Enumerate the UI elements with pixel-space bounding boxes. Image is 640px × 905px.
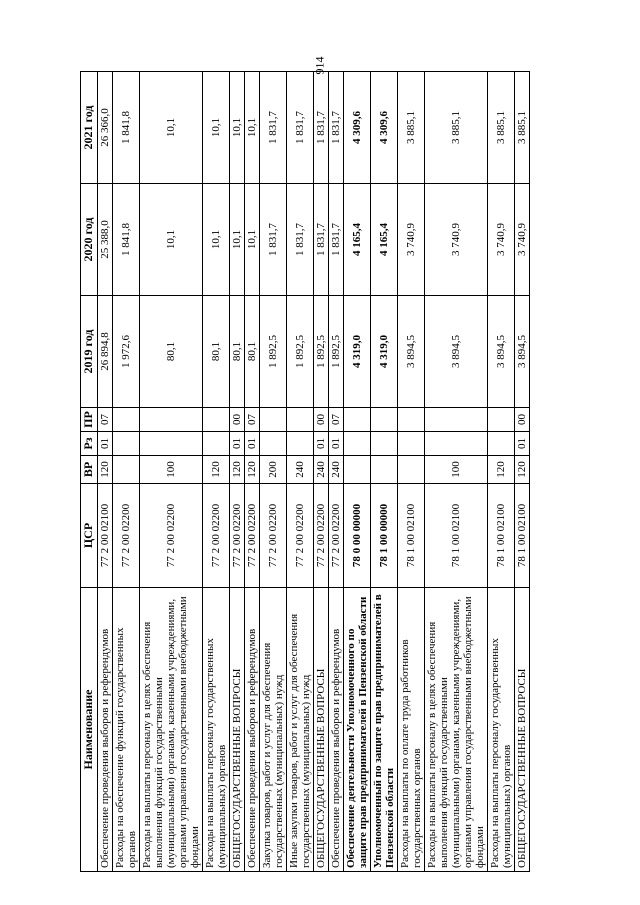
cell-2019: 3 894,5 bbox=[515, 296, 530, 408]
table-row bbox=[398, 72, 425, 872]
cell-rz bbox=[287, 432, 314, 456]
table-row bbox=[425, 72, 488, 872]
header-rz: Рз bbox=[81, 432, 98, 456]
cell-2021: 10,1 bbox=[203, 72, 230, 184]
cell-pr: 07 bbox=[98, 408, 113, 432]
cell-2019: 3 894,5 bbox=[425, 296, 488, 408]
cell-vr: 120 bbox=[98, 456, 113, 484]
cell-vr: 120 bbox=[245, 456, 260, 484]
cell-2019: 1 892,5 bbox=[314, 296, 329, 408]
cell-vr: 100 bbox=[140, 456, 203, 484]
cell-csr: 77 2 00 02200 bbox=[260, 484, 287, 588]
cell-csr: 77 2 00 02200 bbox=[203, 484, 230, 588]
cell-2019: 1 892,5 bbox=[287, 296, 314, 408]
cell-vr bbox=[398, 456, 425, 484]
cell-2020: 1 831,7 bbox=[260, 184, 287, 296]
table-row bbox=[260, 72, 287, 872]
cell-vr: 120 bbox=[515, 456, 530, 484]
cell-csr: 78 1 00 02100 bbox=[425, 484, 488, 588]
cell-csr: 78 1 00 02100 bbox=[398, 484, 425, 588]
cell-csr: 77 2 00 02200 bbox=[113, 484, 140, 588]
cell-pr bbox=[488, 408, 515, 432]
cell-rz bbox=[344, 432, 371, 456]
cell-2020: 10,1 bbox=[203, 184, 230, 296]
table-row bbox=[314, 72, 329, 872]
cell-pr bbox=[287, 408, 314, 432]
cell-pr: 00 bbox=[314, 408, 329, 432]
cell-2021: 3 885,1 bbox=[398, 72, 425, 184]
header-2019: 2019 год bbox=[81, 296, 98, 408]
cell-csr: 77 2 00 02100 bbox=[98, 484, 113, 588]
cell-pr bbox=[140, 408, 203, 432]
cell-2019: 3 894,5 bbox=[398, 296, 425, 408]
cell-2020: 3 740,9 bbox=[398, 184, 425, 296]
cell-2021: 1 831,7 bbox=[314, 72, 329, 184]
cell-vr: 120 bbox=[488, 456, 515, 484]
cell-vr: 240 bbox=[287, 456, 314, 484]
header-2021: 2021 год bbox=[81, 72, 98, 184]
cell-2021: 3 885,1 bbox=[488, 72, 515, 184]
cell-rz bbox=[203, 432, 230, 456]
table-header-row bbox=[81, 72, 98, 872]
cell-rz: 01 bbox=[329, 432, 344, 456]
cell-csr: 77 2 00 02200 bbox=[245, 484, 260, 588]
cell-csr: 77 2 00 02200 bbox=[140, 484, 203, 588]
cell-vr: 120 bbox=[203, 456, 230, 484]
table-row bbox=[488, 72, 515, 872]
cell-pr bbox=[344, 408, 371, 432]
cell-2019: 80,1 bbox=[230, 296, 245, 408]
cell-2020: 10,1 bbox=[230, 184, 245, 296]
cell-csr: 77 2 00 02200 bbox=[230, 484, 245, 588]
cell-vr: 100 bbox=[425, 456, 488, 484]
cell-2021: 1 831,7 bbox=[329, 72, 344, 184]
cell-2021: 3 885,1 bbox=[425, 72, 488, 184]
cell-vr bbox=[344, 456, 371, 484]
cell-2020: 10,1 bbox=[245, 184, 260, 296]
cell-rz: 01 bbox=[515, 432, 530, 456]
cell-rz bbox=[113, 432, 140, 456]
cell-rz: 01 bbox=[98, 432, 113, 456]
cell-2019: 1 972,6 bbox=[113, 296, 140, 408]
rotated-table-wrapper bbox=[80, 72, 556, 872]
table-row bbox=[245, 72, 260, 872]
cell-2021: 10,1 bbox=[245, 72, 260, 184]
cell-2019: 3 894,5 bbox=[488, 296, 515, 408]
cell-rz: 01 bbox=[230, 432, 245, 456]
cell-2021: 26 366,0 bbox=[98, 72, 113, 184]
cell-2019: 4 319,0 bbox=[344, 296, 371, 408]
page-number-text: 914 bbox=[312, 56, 327, 74]
cell-name: Расходы на обеспечение функций государственных органов bbox=[113, 588, 140, 872]
cell-vr: 200 bbox=[260, 456, 287, 484]
cell-pr: 07 bbox=[245, 408, 260, 432]
cell-name: Расходы на выплаты персоналу в целях обеспечения выполнения функций государственными (муниципальными) органами, казенными учреждениями, органами управления государственными внебюджетными фондами bbox=[425, 588, 488, 872]
cell-csr: 78 1 00 02100 bbox=[515, 484, 530, 588]
table-row bbox=[287, 72, 314, 872]
header-name: Наименование bbox=[81, 588, 98, 872]
cell-2020: 1 831,7 bbox=[329, 184, 344, 296]
table-row bbox=[329, 72, 344, 872]
cell-pr bbox=[260, 408, 287, 432]
header-vr: ВР bbox=[81, 456, 98, 484]
cell-2020: 1 841,8 bbox=[113, 184, 140, 296]
table-row bbox=[371, 72, 398, 872]
cell-2019: 1 892,5 bbox=[260, 296, 287, 408]
cell-2020: 25 388,0 bbox=[98, 184, 113, 296]
cell-2020: 3 740,9 bbox=[425, 184, 488, 296]
cell-vr: 240 bbox=[314, 456, 329, 484]
cell-name: Расходы на выплаты персоналу в целях обеспечения выполнения функций государственными (муниципальными) органами, казенными учреждениями, органами управления государственными внебюджетными фондами bbox=[140, 588, 203, 872]
cell-pr bbox=[425, 408, 488, 432]
cell-vr: 120 bbox=[230, 456, 245, 484]
cell-2021: 10,1 bbox=[230, 72, 245, 184]
cell-name: Обеспечение проведения выборов и референдумов bbox=[98, 588, 113, 872]
table-row bbox=[203, 72, 230, 872]
cell-rz bbox=[371, 432, 398, 456]
table-row bbox=[515, 72, 530, 872]
cell-name: Расходы на выплаты персоналу государственных (муниципальных) органов bbox=[203, 588, 230, 872]
cell-2020: 4 165,4 bbox=[371, 184, 398, 296]
cell-vr bbox=[371, 456, 398, 484]
cell-2019: 80,1 bbox=[245, 296, 260, 408]
table-row bbox=[140, 72, 203, 872]
cell-2021: 1 831,7 bbox=[287, 72, 314, 184]
cell-name: Уполномоченный по защите прав предпринимателей в Пензенской области bbox=[371, 588, 398, 872]
header-pr: ПР bbox=[81, 408, 98, 432]
cell-csr: 78 1 00 00000 bbox=[371, 484, 398, 588]
cell-name: Расходы на выплаты персоналу государственных (муниципальных) органов bbox=[488, 588, 515, 872]
cell-2019: 26 894,8 bbox=[98, 296, 113, 408]
cell-pr bbox=[113, 408, 140, 432]
cell-2021: 4 309,6 bbox=[344, 72, 371, 184]
cell-pr: 00 bbox=[230, 408, 245, 432]
table-row bbox=[230, 72, 245, 872]
cell-name: Обеспечение деятельности Уполномоченного по защите прав предпринимателей в Пензенской области bbox=[344, 588, 371, 872]
cell-name: Обеспечение проведения выборов и референдумов bbox=[245, 588, 260, 872]
cell-2020: 4 165,4 bbox=[344, 184, 371, 296]
cell-2020: 1 831,7 bbox=[287, 184, 314, 296]
cell-2021: 1 841,8 bbox=[113, 72, 140, 184]
cell-rz bbox=[260, 432, 287, 456]
cell-csr: 78 0 00 00000 bbox=[344, 484, 371, 588]
cell-rz bbox=[398, 432, 425, 456]
cell-2019: 80,1 bbox=[140, 296, 203, 408]
table-row bbox=[98, 72, 113, 872]
cell-pr bbox=[398, 408, 425, 432]
cell-csr: 77 2 00 02200 bbox=[287, 484, 314, 588]
cell-vr bbox=[113, 456, 140, 484]
cell-2020: 10,1 bbox=[140, 184, 203, 296]
cell-name: Обеспечение проведения выборов и референдумов bbox=[329, 588, 344, 872]
cell-csr: 77 2 00 02200 bbox=[314, 484, 329, 588]
cell-2020: 1 831,7 bbox=[314, 184, 329, 296]
budget-table bbox=[80, 71, 530, 872]
cell-name: ОБЩЕГОСУДАРСТВЕННЫЕ ВОПРОСЫ bbox=[230, 588, 245, 872]
table-row bbox=[344, 72, 371, 872]
cell-rz: 01 bbox=[245, 432, 260, 456]
cell-2019: 1 892,5 bbox=[329, 296, 344, 408]
header-csr: ЦСР bbox=[81, 484, 98, 588]
cell-csr: 77 2 00 02200 bbox=[329, 484, 344, 588]
cell-2019: 4 319,0 bbox=[371, 296, 398, 408]
cell-pr bbox=[203, 408, 230, 432]
cell-pr: 00 bbox=[515, 408, 530, 432]
cell-name: ОБЩЕГОСУДАРСТВЕННЫЕ ВОПРОСЫ bbox=[314, 588, 329, 872]
table-body bbox=[98, 72, 530, 872]
cell-pr: 07 bbox=[329, 408, 344, 432]
cell-2021: 10,1 bbox=[140, 72, 203, 184]
cell-2020: 3 740,9 bbox=[515, 184, 530, 296]
table-row bbox=[113, 72, 140, 872]
cell-2021: 3 885,1 bbox=[515, 72, 530, 184]
cell-name: ОБЩЕГОСУДАРСТВЕННЫЕ ВОПРОСЫ bbox=[515, 588, 530, 872]
cell-2021: 1 831,7 bbox=[260, 72, 287, 184]
cell-name: Иные закупки товаров, работ и услуг для обеспечения государственных (муниципальных) нужд bbox=[287, 588, 314, 872]
header-2020: 2020 год bbox=[81, 184, 98, 296]
cell-rz bbox=[140, 432, 203, 456]
cell-vr: 240 bbox=[329, 456, 344, 484]
cell-name: Расходы на выплаты по оплате труда работников государственных органов bbox=[398, 588, 425, 872]
cell-rz bbox=[488, 432, 515, 456]
cell-rz bbox=[425, 432, 488, 456]
cell-name: Закупка товаров, работ и услуг для обеспечения государственных (муниципальных) нужд bbox=[260, 588, 287, 872]
cell-2019: 80,1 bbox=[203, 296, 230, 408]
cell-rz: 01 bbox=[314, 432, 329, 456]
cell-2020: 3 740,9 bbox=[488, 184, 515, 296]
cell-csr: 78 1 00 02100 bbox=[488, 484, 515, 588]
cell-2021: 4 309,6 bbox=[371, 72, 398, 184]
cell-pr bbox=[371, 408, 398, 432]
